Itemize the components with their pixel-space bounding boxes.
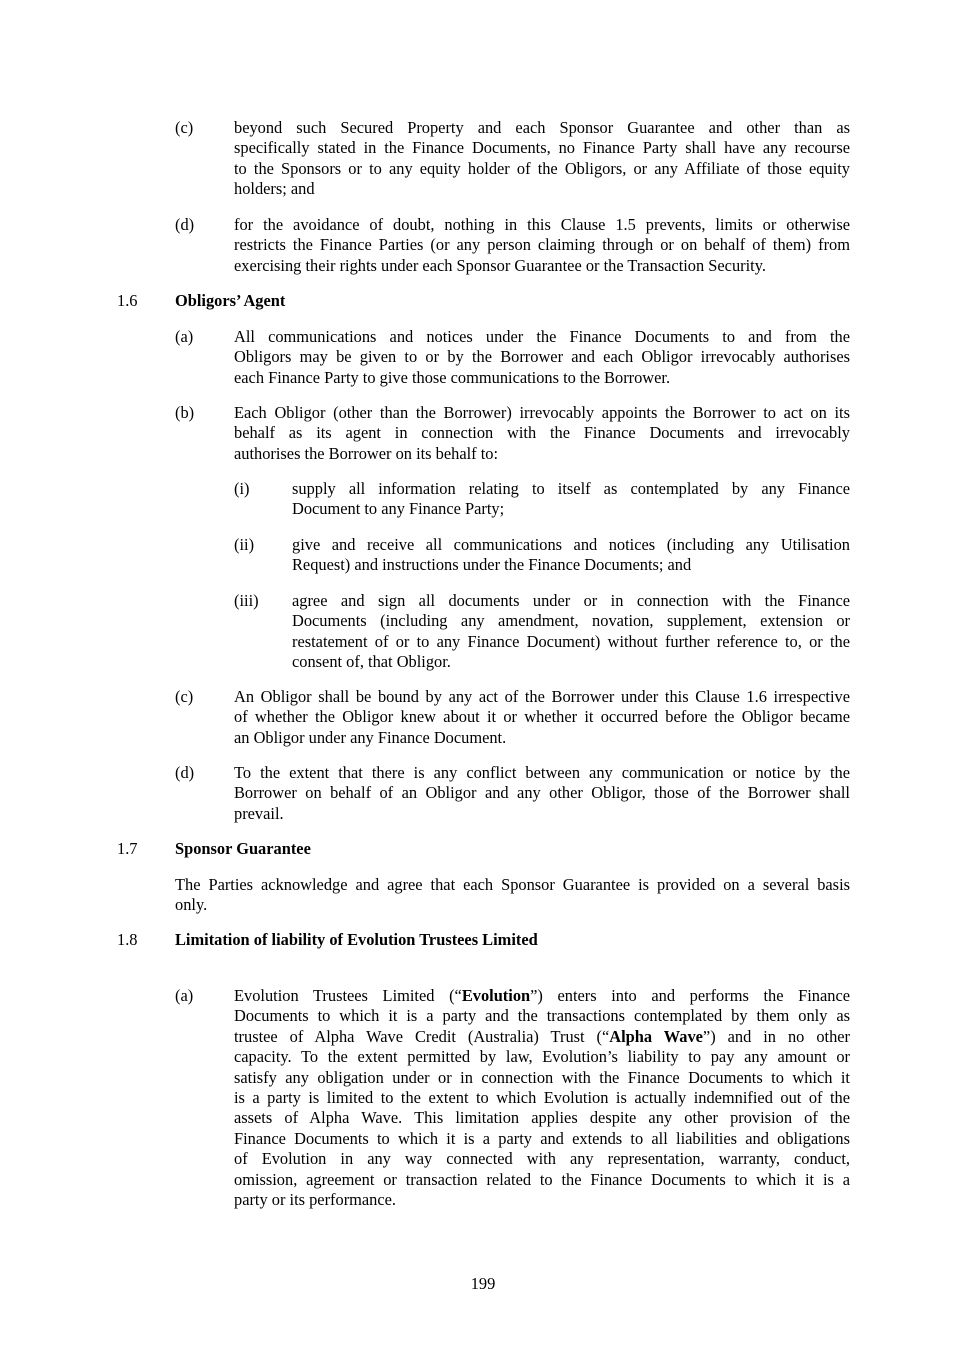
item-label: (a) (175, 327, 194, 346)
clause-number: 1.7 (117, 839, 138, 858)
clause-heading: Sponsor Guarantee (175, 839, 311, 858)
clause-number: 1.8 (117, 930, 138, 949)
item-label: (a) (175, 986, 194, 1005)
subitem-text: agree and sign all documents under or in connection with the Finance Documents (including any amendment, novation, supplement, extension or restatement of or to any Finance Document) without further reference to, or the consent of, that Obligor. (292, 591, 850, 672)
item-text: All communications and notices under the Finance Documents to and from the Obligors may be given to or by the Borrower and each Obligor irrevocably authorises each Finance Party to give those communications to the Borrower. (234, 327, 850, 387)
clause-heading: Limitation of liability of Evolution Trustees Limited (175, 930, 538, 949)
subitem-label: (i) (234, 479, 250, 498)
item-text: beyond such Secured Property and each Sponsor Guarantee and other than as specifically stated in the Finance Documents, no Finance Party shall have any recourse to the Sponsors or to any equity holder of the Obligors, or any Affiliate of those equity holders; and (234, 118, 850, 199)
item-label: (c) (175, 687, 194, 706)
item-text: for the avoidance of doubt, nothing in this Clause 1.5 prevents, limits or otherwise restricts the Finance Parties (or any person claiming through or on behalf of them) from exercising their rights under each Sponsor Guarantee or the Transaction Security. (234, 215, 850, 275)
item-label: (b) (175, 403, 195, 422)
item-label: (d) (175, 215, 195, 234)
subitem-text: supply all information relating to itself as contemplated by any Finance Document to any Finance Party; (292, 479, 850, 519)
item-label: (d) (175, 763, 195, 782)
subitem-text: give and receive all communications and notices (including any Utilisation Request) and instructions under the Finance Documents; and (292, 535, 850, 575)
defined-term-evolution: Evolution (461, 986, 531, 1005)
item-text: An Obligor shall be bound by any act of the Borrower under this Clause 1.6 irrespective of whether the Obligor knew about it or whether it occurred before the Obligor became an Obligor under any Finance Document. (234, 687, 850, 747)
item-text: Each Obligor (other than the Borrower) irrevocably appoints the Borrower to act on its behalf as its agent in connection with the Finance Documents and irrevocably authorises the Borrower on its behalf to: (234, 403, 850, 463)
page-number: 199 (470, 1274, 496, 1293)
defined-term-alpha-wave: Alpha Wave (609, 1026, 703, 1046)
item-text: To the extent that there is any conflict between any communication or notice by the Borrower on behalf of an Obligor and any other Obligor, those of the Borrower shall prevail. (234, 763, 850, 823)
subitem-label: (iii) (234, 591, 259, 610)
item-text: Evolution Trustees Limited (“Evolution”) enters into and performs the Finance Documents to which it is a party and the transactions contemplated by them only as trustee of Alpha Wave Credit (Australia) Trust (“Alpha Wave”) and in no other capacity. To the extent permitted by law, Evolution’s liability to pay any amount or satisfy any obligation under or in connection with the Finance Documents to which it is a party is limited to the extent to which Evolution is actually indemnified out of the assets of Alpha Wave. This limitation applies despite any other provision of the Finance Documents to which it is a party and extends to all liabilities and obligations of Evolution in any way connected with any representation, warranty, conduct, omission, agreement or transaction related to the Finance Documents to which it is a party or its performance. (234, 986, 850, 1209)
item-label: (c) (175, 118, 194, 137)
clause-heading: Obligors’ Agent (175, 291, 286, 310)
clause-1-7-text: The Parties acknowledge and agree that each Sponsor Guarantee is provided on a several basis only. (175, 875, 850, 915)
clause-number: 1.6 (117, 291, 138, 310)
subitem-label: (ii) (234, 535, 255, 554)
